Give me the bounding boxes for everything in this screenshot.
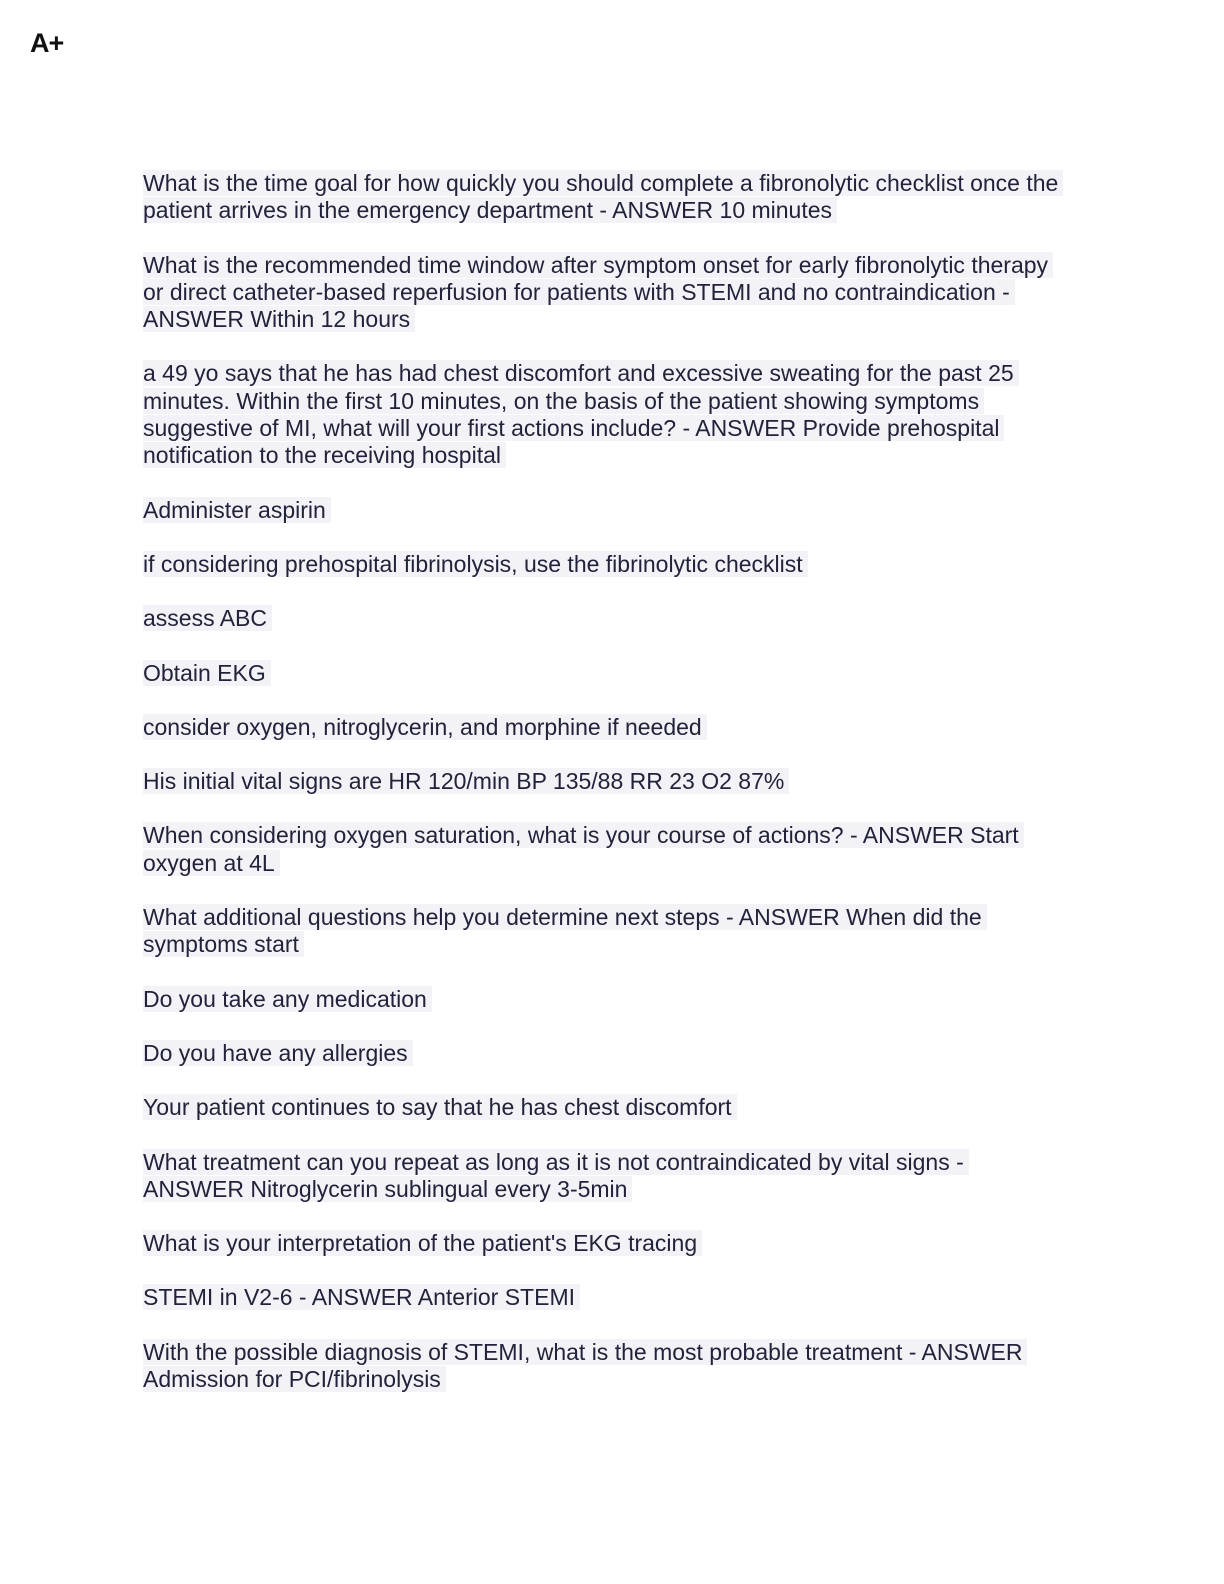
paragraph-text: What treatment can you repeat as long as it is not contraindicated by vital signs - ANSWER Nitroglycerin sublingual every 3-5min: [143, 1149, 969, 1202]
brand-logo: A+: [30, 28, 64, 58]
paragraph-text: assess ABC: [143, 605, 272, 631]
paragraph-text: With the possible diagnosis of STEMI, what is the most probable treatment - ANSWER Admission for PCI/fibrinolysis: [143, 1339, 1027, 1392]
paragraph: [143, 1339, 1063, 1394]
paragraph: [143, 822, 1063, 877]
paragraph-text: Administer aspirin: [143, 497, 331, 523]
paragraph-text: Obtain EKG: [143, 660, 271, 686]
paragraph-text: What is the time goal for how quickly you should complete a fibronolytic checklist once the patient arrives in the emergency department - ANSWER 10 minutes: [143, 170, 1063, 223]
paragraph: [143, 1149, 1063, 1204]
paragraph: [143, 1230, 1063, 1257]
paragraph: [143, 497, 1063, 524]
paragraph-text: consider oxygen, nitroglycerin, and morphine if needed: [143, 714, 707, 740]
paragraph-text: Do you have any allergies: [143, 1040, 413, 1066]
paragraph: [143, 986, 1063, 1013]
paragraph-text: STEMI in V2-6 - ANSWER Anterior STEMI: [143, 1284, 580, 1310]
paragraph-text: What is the recommended time window after symptom onset for early fibronolytic therapy or direct catheter-based reperfusion for patients with STEMI and no contraindication - ANSWER Within 12 hours: [143, 252, 1053, 333]
paragraph: [143, 252, 1063, 334]
paragraph-text: if considering prehospital fibrinolysis, use the fibrinolytic checklist: [143, 551, 808, 577]
paragraph: [143, 360, 1063, 469]
paragraph: [143, 605, 1063, 632]
paragraph: [143, 714, 1063, 741]
paragraph-text: a 49 yo says that he has had chest discomfort and excessive sweating for the past 25 minutes. Within the first 10 minutes, on the basis of the patient showing symptoms suggestive of MI, what will your first actions include? - ANSWER Provide prehospital notification to the receiving hospital: [143, 360, 1019, 468]
paragraph: [143, 768, 1063, 795]
paragraph: [143, 170, 1063, 225]
paragraph-text: His initial vital signs are HR 120/min BP 135/88 RR 23 O2 87%: [143, 768, 789, 794]
paragraph-text: When considering oxygen saturation, what is your course of actions? - ANSWER Start oxygen at 4L: [143, 822, 1024, 875]
document-body: [143, 170, 1063, 1420]
paragraph: [143, 904, 1063, 959]
paragraph-text: What is your interpretation of the patient's EKG tracing: [143, 1230, 702, 1256]
paragraph-text: What additional questions help you determine next steps - ANSWER When did the symptoms start: [143, 904, 987, 957]
paragraph-text: Your patient continues to say that he has chest discomfort: [143, 1094, 737, 1120]
paragraph: [143, 1094, 1063, 1121]
paragraph-text: Do you take any medication: [143, 986, 432, 1012]
paragraph: [143, 551, 1063, 578]
paragraph: [143, 1284, 1063, 1311]
paragraph: [143, 1040, 1063, 1067]
paragraph: [143, 660, 1063, 687]
